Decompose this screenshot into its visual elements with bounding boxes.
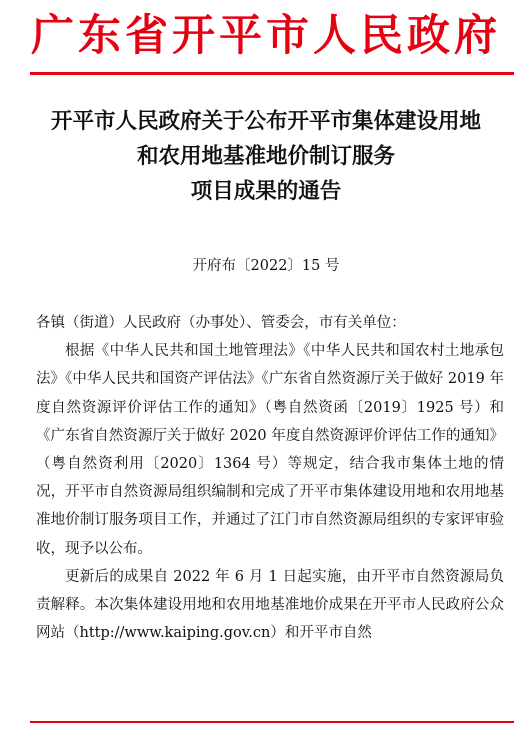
notice-title-line: 开平市人民政府关于公布开平市集体建设用地 [50, 109, 481, 134]
notice-title-line: 和农用地基准地价制订服务 [136, 144, 395, 169]
body-paragraph: 更新后的成果自 2022 年 6 月 1 日起实施，由开平市自然资源局负责解释。本次集体建设用地和农用地基准地价成果在开平市人民政府公众网站（http://www.kaiping.gov.cn）和开平市自然 [36, 568, 504, 642]
footer-divider [30, 721, 514, 723]
salutation: 各镇（街道）人民政府（办事处）、管委会，市有关单位： [36, 315, 406, 331]
document-number: 开府布〔2022〕15 号 [192, 258, 340, 274]
notice-body [36, 309, 504, 647]
body-paragraph: 根据《中华人民共和国土地管理法》《中华人民共和国农村土地承包法》《中华人民共和国资产评估法》《广东省自然资源厅关于做好 2019 年度自然资源评价评估工作的通知》（粤自然资函〔2019〕1925 号）和《广东省自然资源厅关于做好 2020 年度自然资源评价评估工作的通知》（粤自然资利用〔2020〕1364 号）等规定，结合我市集体土地的情况，开平市自然资源局组织编制和完成了开平市集体建设用地和农用地基准地价制订服务项目工作，并通过了江门市自然资源局组织的专家评审验收，现予以公布。 [36, 343, 504, 557]
notice-title [0, 104, 532, 209]
header-divider [30, 72, 514, 75]
notice-title-line: 项目成果的通告 [190, 179, 342, 204]
document-header-title: 广东省开平市人民政府 [31, 11, 501, 61]
